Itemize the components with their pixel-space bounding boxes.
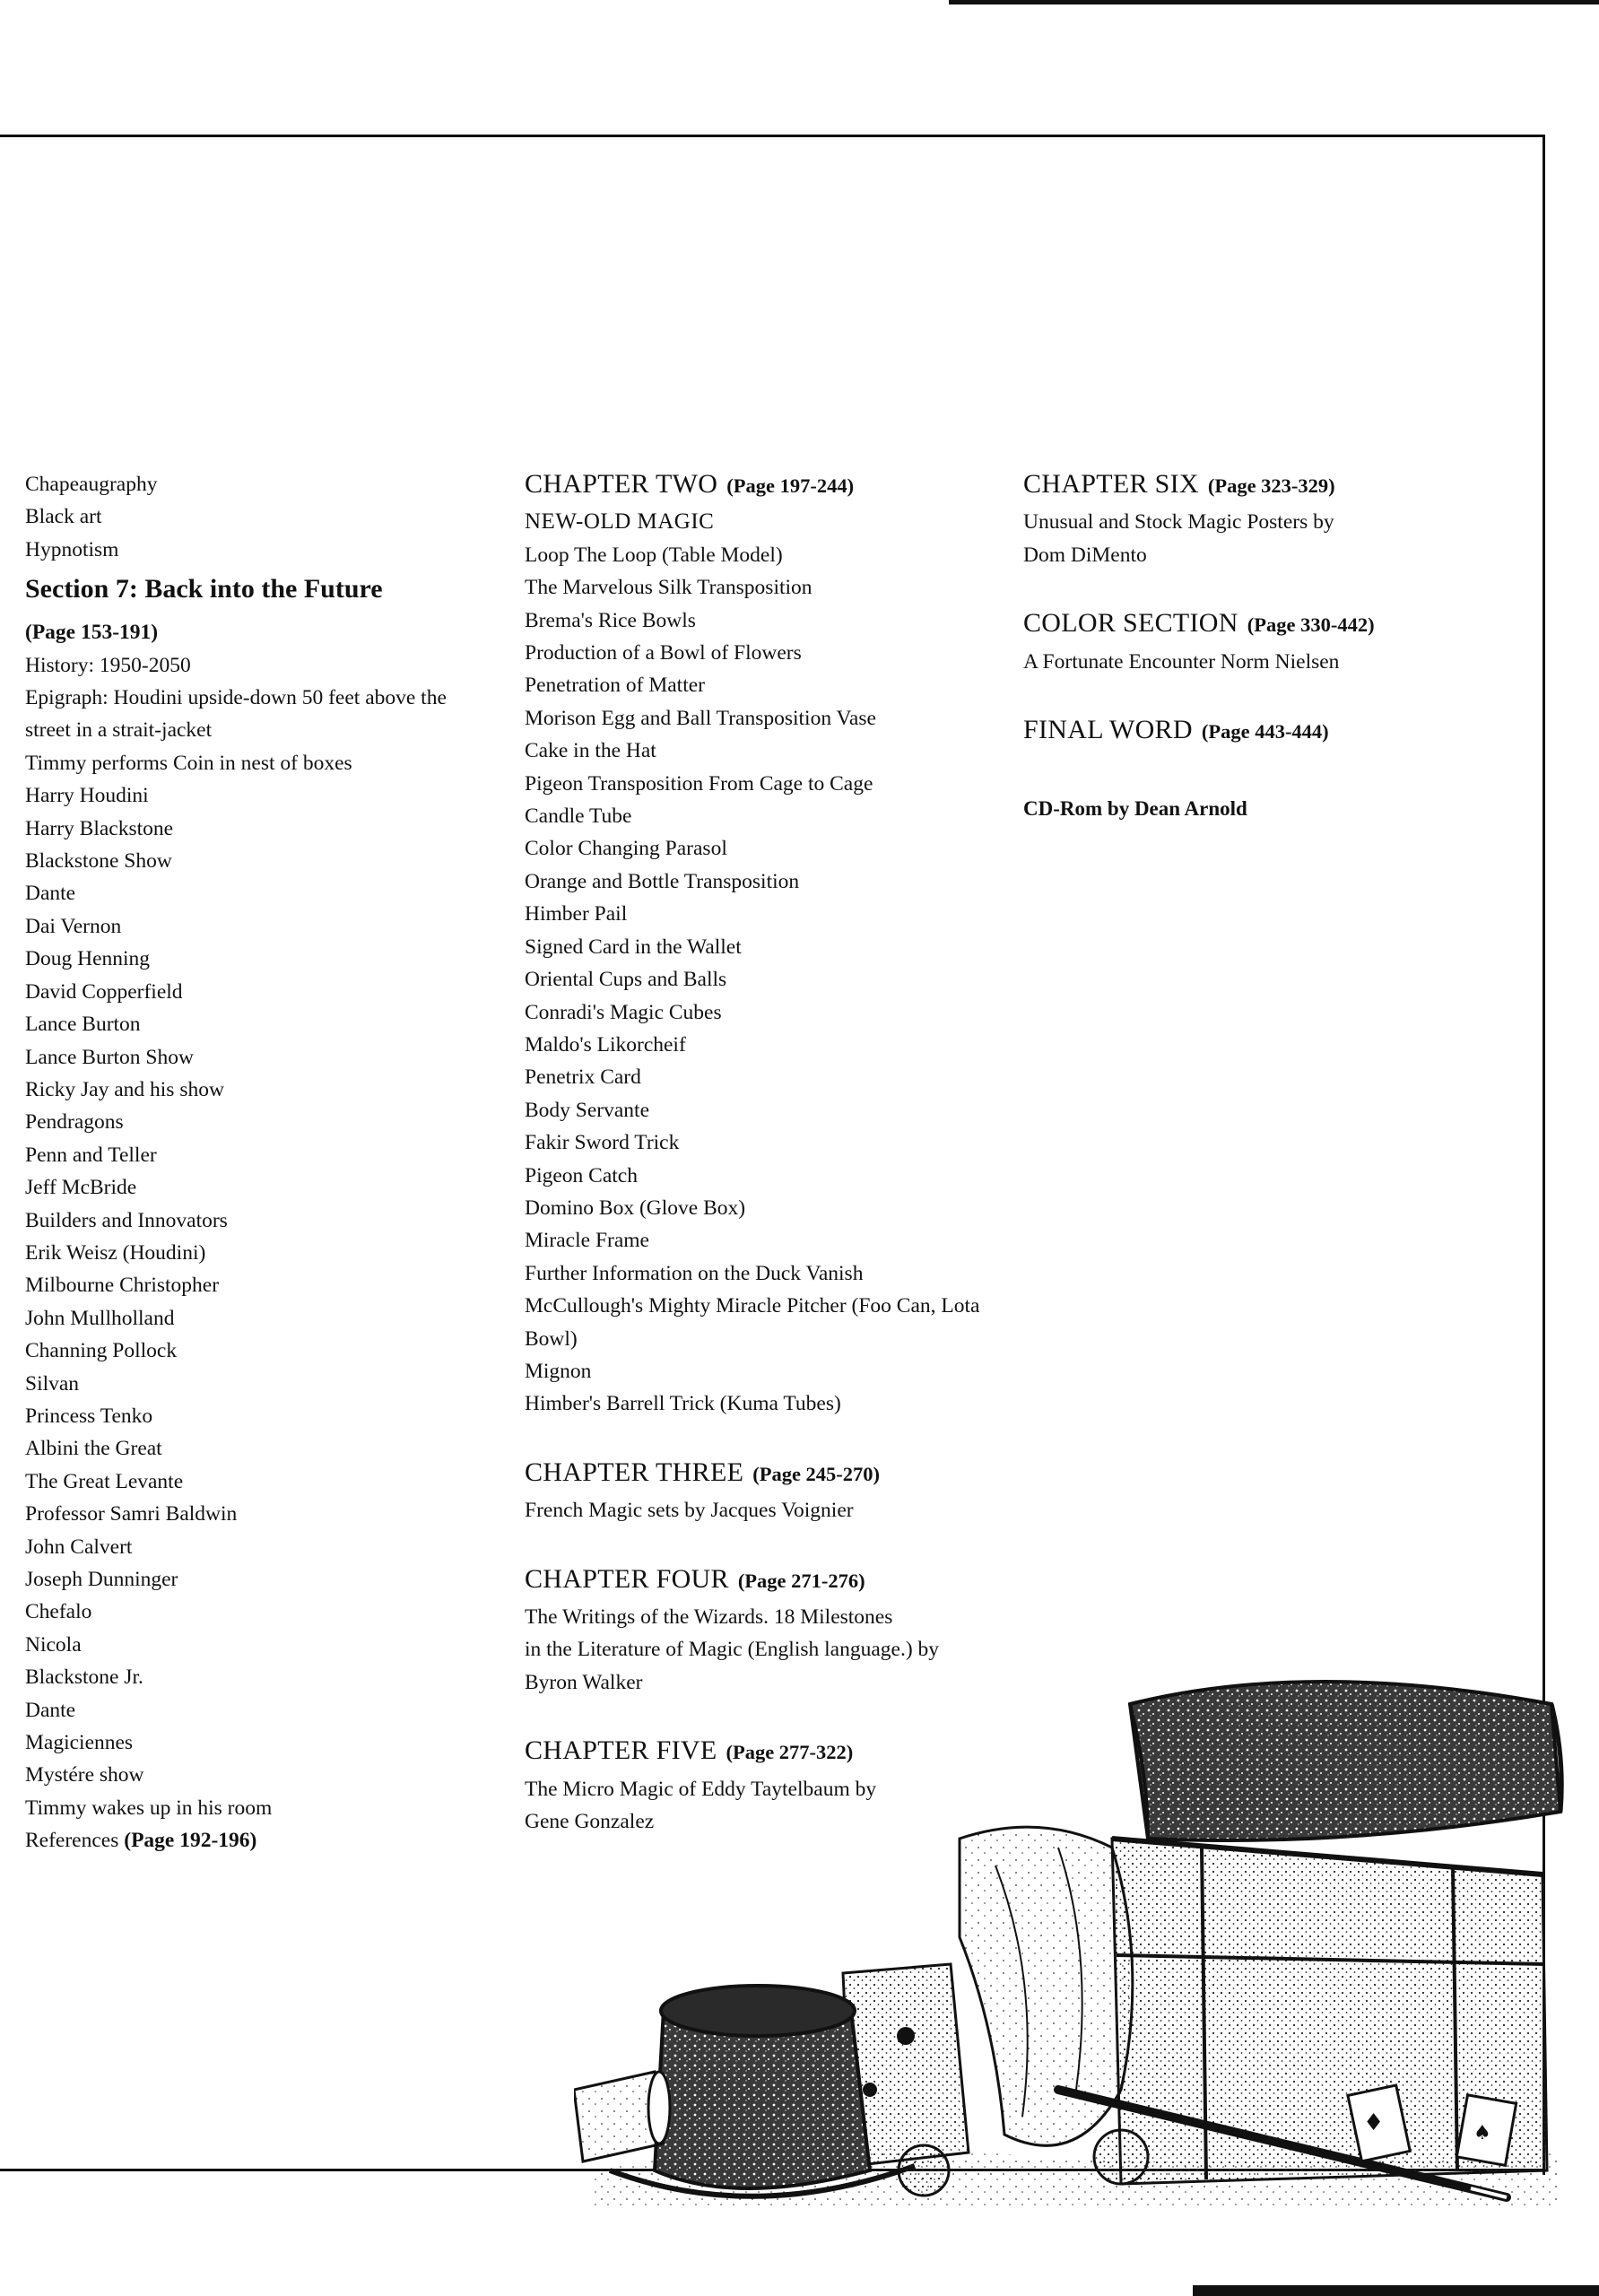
toc-item: Body Servante (525, 1098, 650, 1122)
toc-item: The Marvelous Silk Transposition (525, 576, 813, 600)
frame-top-rule (0, 135, 1545, 137)
svg-text:♦: ♦ (1363, 2109, 1385, 2136)
toc-item: Penetration of Matter (525, 674, 705, 698)
section-7-item-list (25, 649, 491, 1825)
toc-item: Magiciennes (25, 1731, 134, 1755)
toc-item: Penn and Teller (25, 1143, 157, 1167)
section-7-pages: (Page 153-191) (25, 621, 159, 645)
chapter-two-title: CHAPTER TWO (525, 469, 718, 499)
chapter-four-heading (525, 1563, 991, 1597)
chapter-four-title: CHAPTER FOUR (525, 1563, 729, 1594)
toc-item: Blackstone Show (25, 849, 172, 874)
toc-item: Himber Pail (525, 902, 628, 926)
chapter-three-block (525, 1457, 991, 1527)
toc-item: Timmy wakes up in his room (25, 1796, 273, 1820)
toc-item: Jeff McBride (25, 1176, 137, 1200)
toc-item: Candle Tube (525, 804, 632, 829)
toc-item: David Copperfield (25, 979, 183, 1004)
toc-item: Dante (25, 1698, 76, 1722)
toc-item: Pigeon Transposition From Cage to Cage (525, 771, 873, 796)
toc-item: Pendragons (25, 1110, 124, 1135)
toc-item: Domino Box (Glove Box) (525, 1196, 746, 1220)
toc-item: Timmy performs Coin in nest of boxes (25, 751, 352, 775)
chapter-four-pages: (Page 271-276) (737, 1569, 865, 1592)
chapter-four-line: in the Literature of Magic (English language.) by (525, 1638, 940, 1662)
magic-ball (899, 2145, 949, 2196)
chapter-six-title: CHAPTER SIX (1023, 469, 1199, 499)
top-edge-strip (949, 0, 1599, 4)
toc-item: John Calvert (25, 1535, 133, 1559)
playing-card (1456, 2095, 1516, 2165)
toc-item: McCullough's Mighty Miracle Pitcher (Foo Can, Lota Bowl) (525, 1294, 980, 1351)
final-word-pages: (Page 443-444) (1201, 720, 1329, 744)
toc-item: Himber's Barrell Trick (Kuma Tubes) (525, 1392, 841, 1416)
color-section-text: A Fortunate Encounter Norm Nielsen (1023, 649, 1340, 674)
toc-item: Joseph Dunninger (25, 1568, 178, 1591)
toc-item: Harry Houdini (25, 784, 149, 808)
toc-item: Conradi's Magic Cubes (525, 1000, 722, 1024)
magic-props-illustration-icon (574, 1668, 1569, 2215)
toc-item: Dante (25, 882, 76, 906)
toc-item: Erik Weisz (Houdini) (25, 1240, 206, 1265)
toc-item: Pigeon Catch (525, 1163, 638, 1187)
chapter-six-line: Dom DiMento (1023, 543, 1147, 567)
toc-item: John Mullholland (25, 1306, 175, 1330)
toc-item: Albini the Great (25, 1437, 162, 1461)
toc-column-2 (525, 468, 991, 1838)
toc-column-3 (1023, 468, 1525, 826)
toc-item: Lance Burton (25, 1013, 141, 1037)
svg-text:♠: ♠ (1473, 2122, 1491, 2144)
toc-item: Dai Vernon (25, 914, 122, 938)
toc-item: Penetrix Card (525, 1065, 641, 1090)
toc-item: Fakir Sword Trick (525, 1131, 680, 1155)
chapter-three-heading (525, 1457, 991, 1491)
chapter-six-pages: (Page 323-329) (1207, 474, 1335, 497)
toc-item: Further Information on the Duck Vanish (525, 1261, 864, 1285)
toc-item: Black art (25, 505, 102, 529)
bottom-corner-mark (1193, 2285, 1599, 2296)
color-section-block (1023, 607, 1525, 678)
chapter-three-pages: (Page 245-270) (752, 1462, 881, 1485)
toc-item: Chefalo (25, 1600, 92, 1624)
chapter-five-line: The Micro Magic of Eddy Taytelbaum by (525, 1777, 877, 1801)
toc-item: Miracle Frame (525, 1229, 649, 1253)
color-section-title: COLOR SECTION (1023, 608, 1238, 639)
toc-item: Epigraph: Houdini upside-down 50 feet above the street in a strait-jacket (25, 686, 447, 743)
toc-item: Loop The Loop (Table Model) (525, 543, 783, 567)
toc-column-1 (25, 468, 491, 1857)
chapter-five-title: CHAPTER FIVE (525, 1735, 717, 1766)
toc-item: Milbourne Christopher (25, 1274, 220, 1298)
toc-item: Brema's Rice Bowls (525, 608, 696, 632)
final-word-heading (1023, 714, 1525, 748)
toc-item: Morison Egg and Ball Transposition Vase (525, 706, 876, 730)
chapter-three-title: CHAPTER THREE (525, 1457, 744, 1487)
cd-rom-credit: CD-Rom by Dean Arnold (1023, 797, 1247, 821)
toc-item: Princess Tenko (25, 1404, 153, 1428)
toc-item: Orange and Bottle Transposition (525, 869, 800, 893)
chapter-two-pages: (Page 197-244) (726, 474, 855, 497)
toc-item: Color Changing Parasol (525, 837, 727, 861)
toc-item: Oriental Cups and Balls (525, 968, 727, 992)
toc-item: Chapeaugraphy (25, 473, 158, 496)
toc-item: Ricky Jay and his show (25, 1077, 224, 1101)
toc-item: Cake in the Hat (525, 739, 656, 763)
chapter-five-line: Gene Gonzalez (525, 1810, 655, 1834)
toc-item: Hypnotism (25, 537, 119, 561)
toc-item: Harry Blackstone (25, 816, 174, 840)
chapter-six-line: Unusual and Stock Magic Posters by (1023, 510, 1334, 535)
chapter-three-text: French Magic sets by Jacques Voignier (525, 1499, 854, 1523)
chapter-two-item-list (525, 539, 991, 1421)
color-section-heading (1023, 607, 1525, 641)
final-word-block (1023, 714, 1525, 748)
chapter-six-heading (1023, 468, 1525, 502)
toc-item: The Great Levante (25, 1469, 184, 1493)
toc-item: Signed Card in the Wallet (525, 935, 742, 959)
chapter-two-subtitle: NEW-OLD MAGIC (525, 509, 715, 535)
toc-item: Blackstone Jr. (25, 1665, 143, 1690)
toc-item: Maldo's Likorcheif (525, 1032, 686, 1057)
final-word-title: FINAL WORD (1023, 715, 1193, 745)
chapter-four-line: Byron Walker (525, 1670, 643, 1694)
chapter-five-pages: (Page 277-322) (726, 1741, 854, 1764)
color-section-pages: (Page 330-442) (1247, 613, 1375, 637)
toc-item: Builders and Innovators (25, 1208, 228, 1232)
toc-item: Professor Samri Baldwin (25, 1502, 238, 1526)
toc-item: Mignon (525, 1359, 592, 1383)
references-entry (25, 1824, 491, 1857)
toc-item: History: 1950-2050 (25, 653, 191, 677)
toc-item: Nicola (25, 1632, 82, 1657)
toc-item: Lance Burton Show (25, 1045, 194, 1069)
chapter-two-heading (525, 468, 991, 502)
magic-ball (1094, 2130, 1148, 2184)
toc-item: Mystére show (25, 1763, 144, 1787)
toc-item: Channing Pollock (25, 1339, 178, 1363)
toc-item: Silvan (25, 1371, 80, 1396)
section-7-heading: Section 7: Back into the Future (25, 574, 383, 604)
toc-item: Production of a Bowl of Flowers (525, 641, 802, 665)
references-label: References (25, 1829, 119, 1853)
toc-item: Doug Henning (25, 947, 151, 971)
references-pages: (Page 192-196) (124, 1829, 257, 1853)
chapter-four-line: The Writings of the Wizards. 18 Milestones (525, 1605, 893, 1629)
